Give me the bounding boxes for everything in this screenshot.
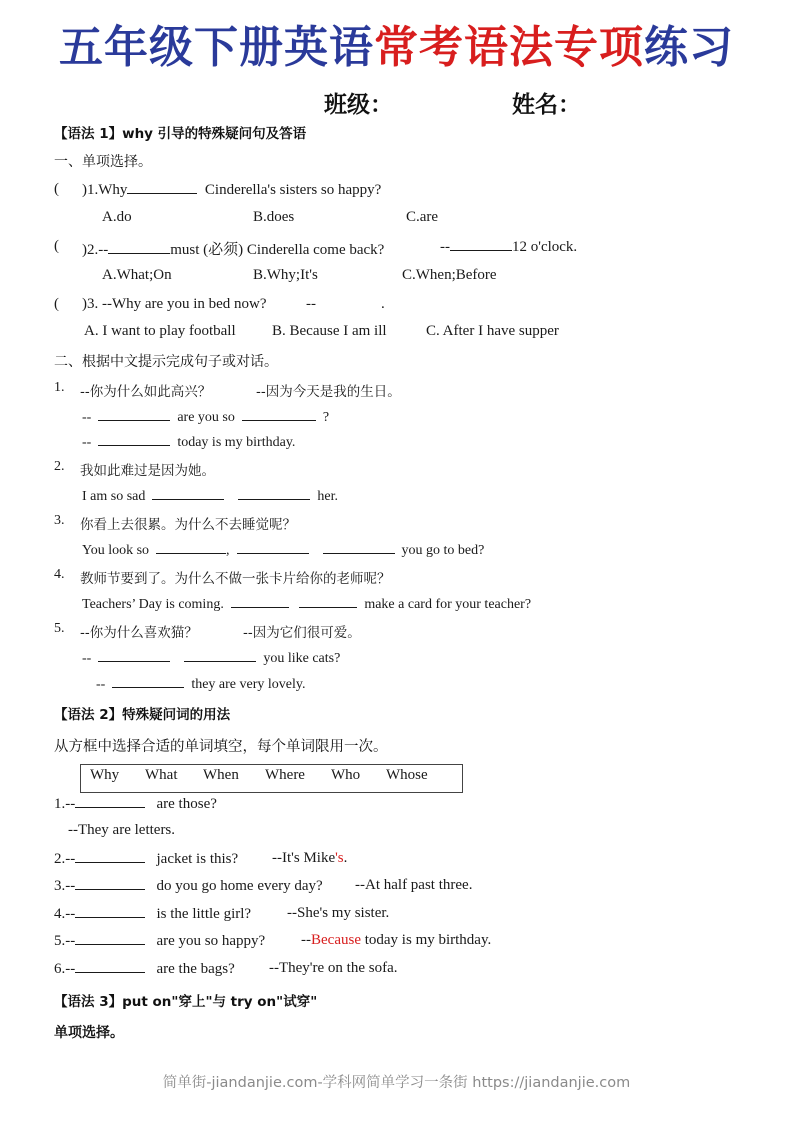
fill-question-3: 3.-- do you go home every day?: [54, 878, 323, 894]
item-chinese: --你为什么喜欢猫？: [80, 625, 198, 641]
answer-blank[interactable]: [450, 238, 512, 251]
fill-answer-4: --She's my sister.: [287, 905, 390, 921]
answer-blank[interactable]: [75, 850, 145, 863]
answer-blank[interactable]: [238, 487, 310, 500]
answer-blank[interactable]: [299, 595, 357, 608]
item-number: 3.: [54, 513, 65, 528]
item-number: 2.: [54, 459, 65, 474]
item-line: -- today is my birthday.: [82, 435, 296, 450]
word-option: Who: [331, 767, 361, 783]
answer-blank[interactable]: [127, 181, 197, 194]
answer-blank[interactable]: [108, 241, 170, 254]
answer-paren: (: [54, 296, 59, 312]
fill-question-1: 1.-- are those?: [54, 796, 217, 812]
page-title: [0, 20, 793, 76]
fill-question-5: 5.-- are you so happy?: [54, 933, 266, 949]
fill-question-4: 4.-- is the little girl?: [54, 906, 252, 922]
title-part-red: 常考语法专项: [374, 22, 644, 73]
item-chinese: 我如此难过是因为她。: [80, 463, 215, 479]
item-line: I am so sad her.: [82, 489, 338, 504]
option-c: C. After I have supper: [426, 323, 559, 339]
answer-blank[interactable]: [98, 649, 170, 662]
option-a: A.What;On: [102, 267, 172, 283]
section1-part1-heading: 一、单项选择。: [54, 154, 152, 170]
answer-blank[interactable]: [184, 649, 256, 662]
word-option: Whose: [386, 767, 428, 783]
answer-blank[interactable]: [75, 960, 145, 973]
option-a: A. I want to play football: [84, 323, 236, 339]
question-2: )2.-- must (必须) Cinderella come back?: [82, 242, 385, 258]
option-b: B.Why;It's: [253, 267, 318, 283]
item-chinese: --你为什么如此高兴？: [80, 384, 212, 400]
answer-paren: (: [54, 181, 59, 197]
answer-blank[interactable]: [242, 408, 316, 421]
section2-instruction: 从方框中选择合适的单词填空，每个单词限用一次。: [54, 739, 388, 755]
option-c: C.When;Before: [402, 267, 497, 283]
item-number: 4.: [54, 567, 65, 582]
item-line: -- you like cats?: [82, 651, 341, 666]
option-b: B. Because I am ill: [272, 323, 387, 339]
word-box: [80, 764, 463, 793]
title-part-blue: 五年级下册英语: [59, 22, 374, 73]
word-option: What: [145, 767, 178, 783]
answer-blank[interactable]: [156, 541, 226, 554]
item-line: Teachers’ Day is coming. make a card for your teacher?: [82, 597, 532, 612]
fill-answer-5: --Because today is my birthday.: [301, 932, 492, 948]
section3-sub: 单项选择。: [54, 1025, 124, 1041]
answer-blank[interactable]: [75, 932, 145, 945]
answer-blank[interactable]: [323, 541, 395, 554]
item-line: -- are you so ?: [82, 410, 330, 425]
footer-watermark: 简单街-jiandanjie.com-学科网简单学习一条街 https://jiandanjie.com: [162, 1075, 631, 1091]
answer-blank[interactable]: [112, 675, 184, 688]
section1-heading: 【语法 1】why 引导的特殊疑问句及答语: [54, 126, 307, 142]
item-number: 1.: [54, 380, 65, 395]
item-chinese-reply: --因为今天是我的生日。: [256, 384, 401, 400]
answer-blank[interactable]: [98, 433, 170, 446]
fill-answer-1: --They are letters.: [68, 822, 176, 838]
question-3: )3. --Why are you in bed now?: [82, 296, 267, 312]
question-2-answer: -- 12 o'clock.: [440, 239, 578, 255]
answer-blank[interactable]: [98, 408, 170, 421]
option-b: B.does: [253, 209, 295, 225]
item-chinese-reply: --因为它们很可爱。: [243, 625, 361, 641]
answer-blank[interactable]: [237, 541, 309, 554]
option-c: C.are: [406, 209, 439, 225]
word-option: Why: [90, 767, 120, 783]
answer-blank[interactable]: [75, 795, 145, 808]
title-part-blue-end: 练习: [644, 22, 734, 73]
item-chinese: 你看上去很累。为什么不去睡觉呢？: [80, 517, 296, 533]
class-label: 班级：: [324, 92, 393, 118]
item-chinese: 教师节要到了。为什么不做一张卡片给你的老师呢？: [80, 571, 391, 587]
answer-paren: (: [54, 238, 59, 254]
answer-blank[interactable]: [75, 877, 145, 890]
question-1: )1.Why Cinderella's sisters so happy?: [82, 182, 382, 198]
answer-blank[interactable]: [75, 905, 145, 918]
fill-answer-3: --At half past three.: [355, 877, 473, 893]
fill-answer-6: --They're on the sofa.: [269, 960, 398, 976]
question-3-dot: .: [381, 296, 385, 312]
answer-blank[interactable]: [231, 595, 289, 608]
question-3-dash: --: [306, 296, 316, 312]
word-option: When: [203, 767, 239, 783]
fill-question-2: 2.-- jacket is this?: [54, 851, 239, 867]
word-option: Where: [265, 767, 305, 783]
option-a: A.do: [102, 209, 132, 225]
fill-answer-2: --It's Mike's.: [272, 850, 348, 866]
name-label: 姓名：: [512, 92, 581, 118]
answer-blank[interactable]: [152, 487, 224, 500]
section2-heading: 【语法 2】特殊疑问词的用法: [54, 707, 231, 723]
section3-heading: 【语法 3】put on"穿上"与 try on"试穿": [54, 994, 318, 1010]
item-number: 5.: [54, 621, 65, 636]
item-line: You look so , you go to bed?: [82, 543, 485, 558]
item-line: -- they are very lovely.: [96, 677, 306, 692]
fill-question-6: 6.-- are the bags?: [54, 961, 235, 977]
section1-part2-heading: 二、根据中文提示完成句子或对话。: [54, 354, 278, 370]
